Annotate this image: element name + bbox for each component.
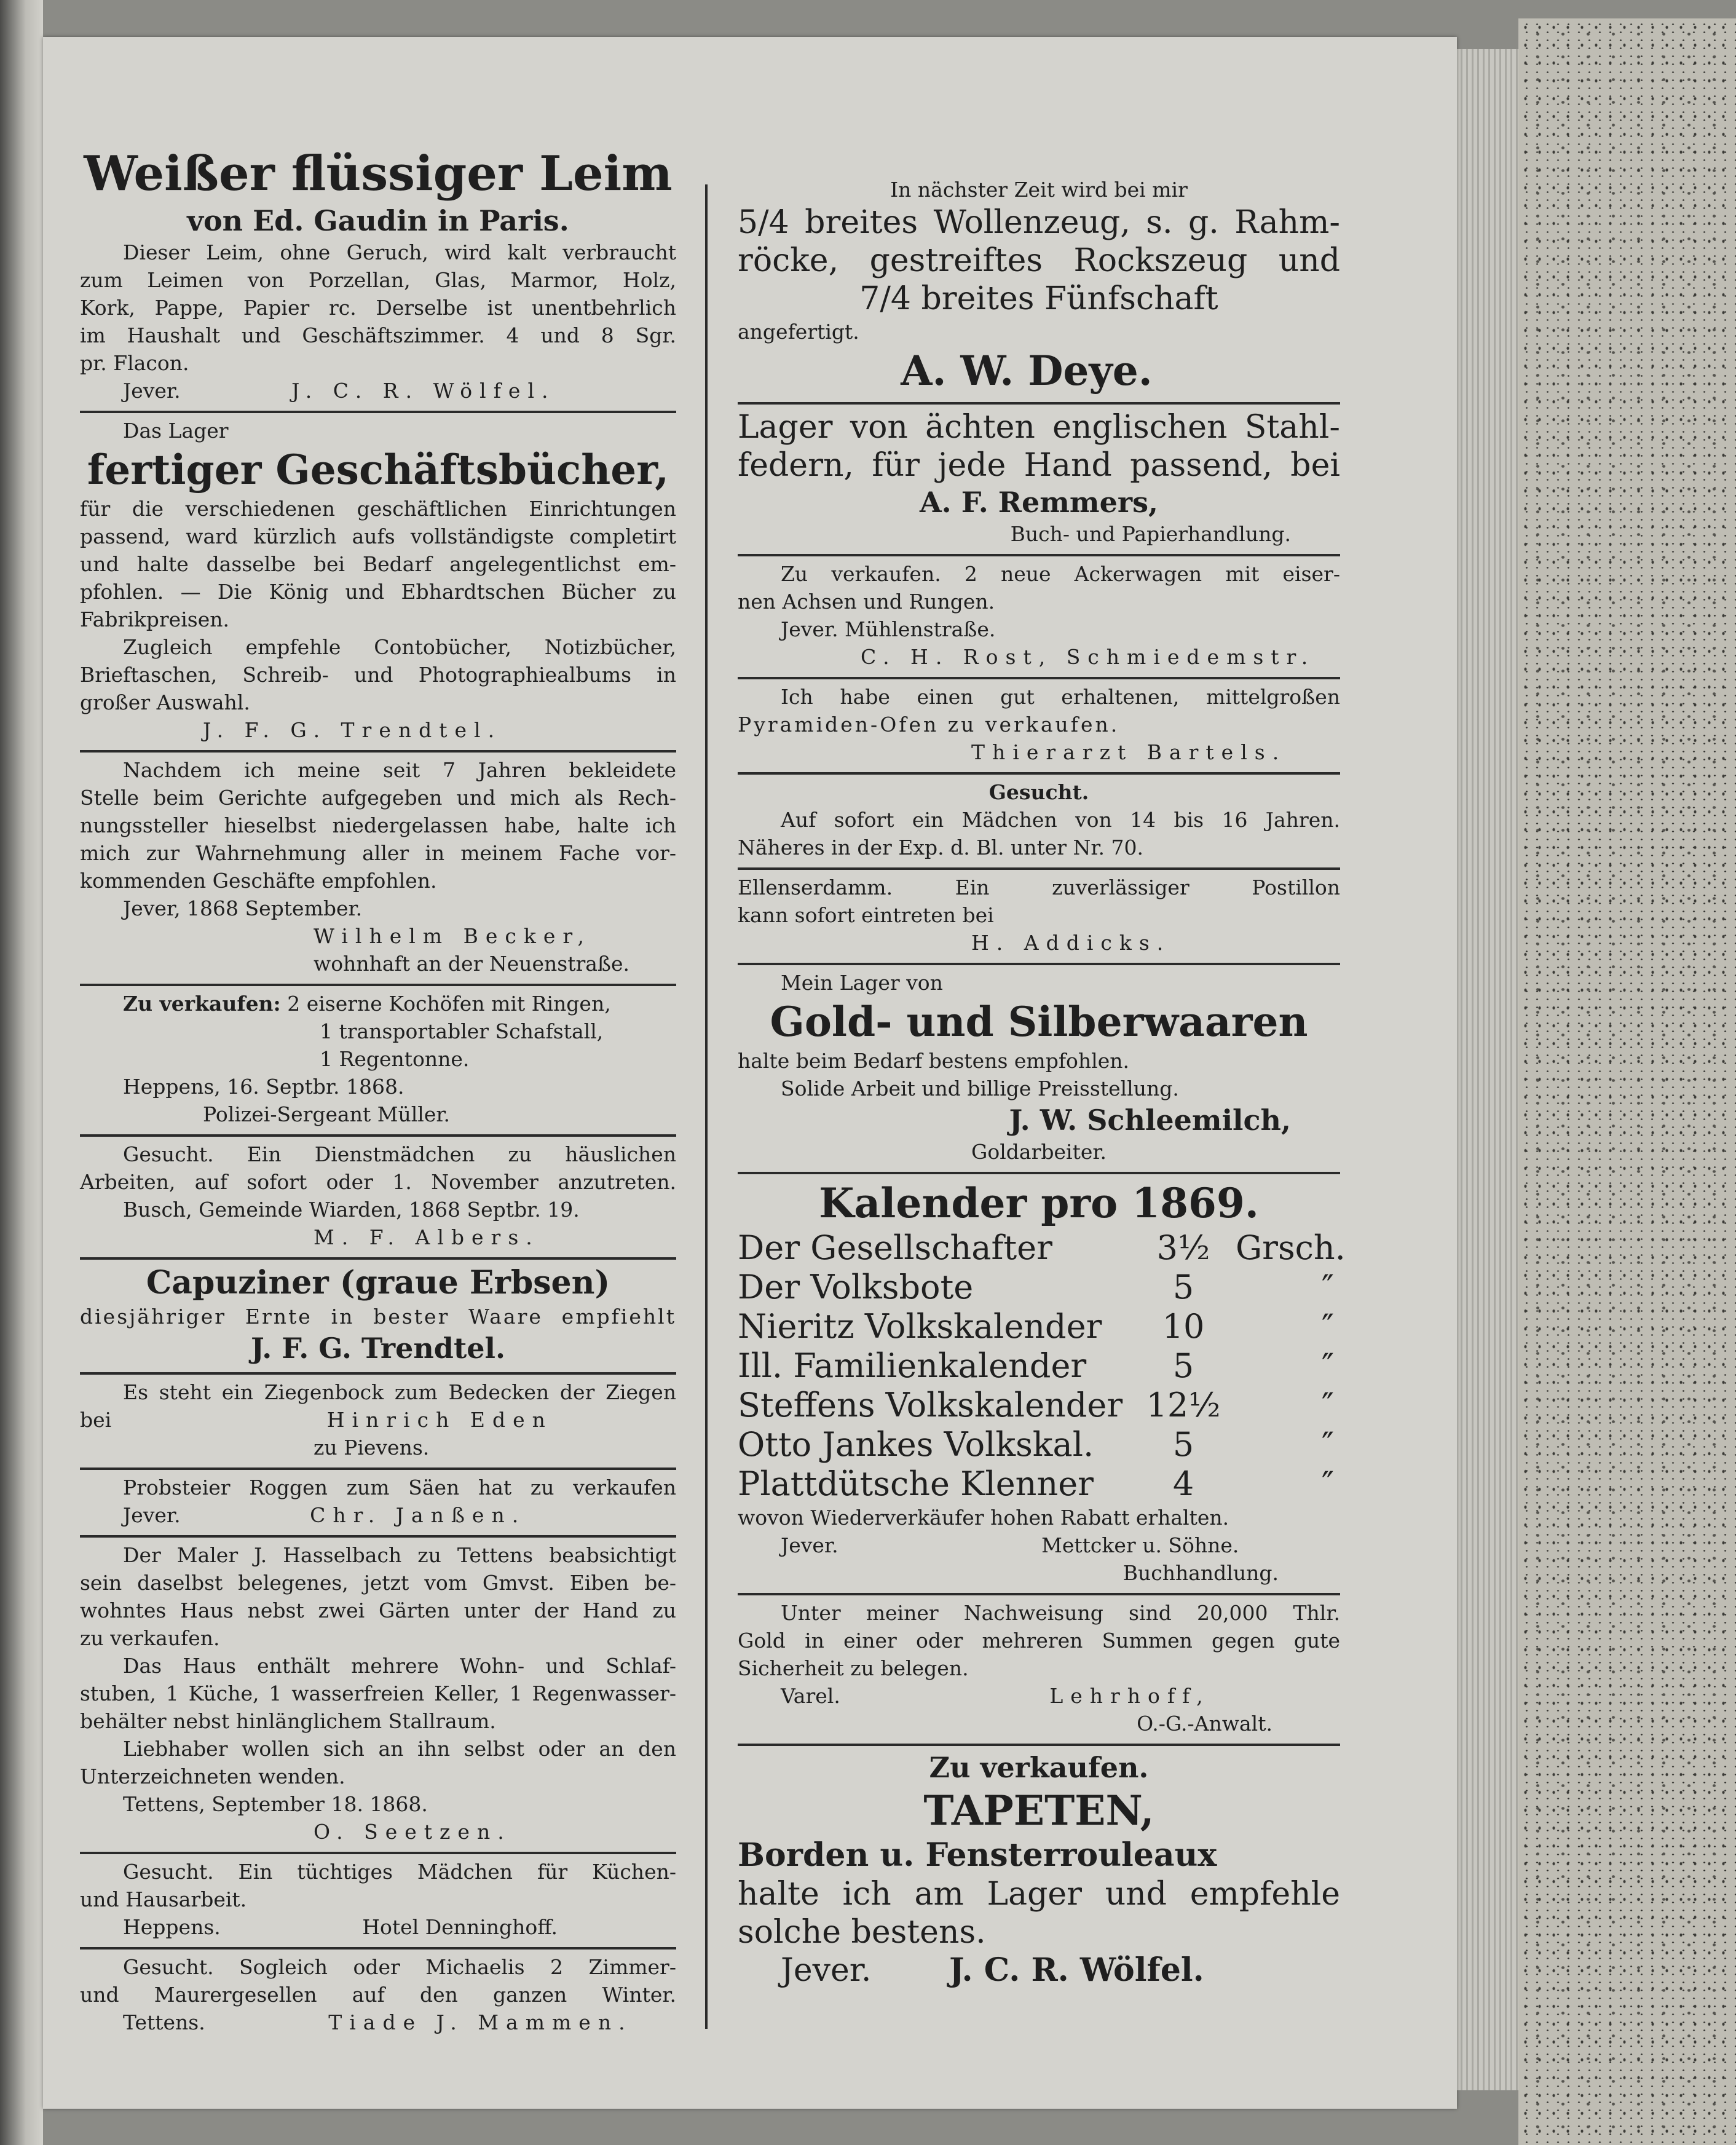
ad-signature: J. C. R. Wölfel.: [291, 379, 556, 403]
ad-signature: Hotel Denninghoff.: [362, 1915, 558, 1939]
ad-signature: Hinrich Eden: [326, 1408, 553, 1432]
ad-item: 2 eiserne Kochöfen mit Ringen,: [287, 992, 611, 1016]
ad-intro: Das Lager: [123, 419, 229, 443]
ad-text: Der Maler J. Hasselbach zu Tettens beabsichtigt: [123, 1543, 676, 1567]
ad-text: nen Achsen und Rungen.: [738, 590, 995, 614]
ad-maedchen: [738, 775, 1340, 870]
calendar-price: 5: [1172, 1268, 1194, 1306]
ad-signature: Thierarzt Bartels.: [971, 740, 1287, 764]
ad-text: Jever. Mühlenstraße.: [781, 617, 996, 641]
ad-heading: Gesucht.: [988, 780, 1089, 804]
ad-place: Jever.: [781, 1952, 872, 1989]
ad-text: 5/4 breites Wollenzeug, s. g. Rahm-: [738, 204, 1340, 241]
ad-text: Liebhaber wollen sich an ihn selbst oder an den: [123, 1737, 676, 1761]
ad-text: solche bestens.: [738, 1914, 986, 1951]
ad-title: fertiger Geschäftsbücher,: [87, 446, 669, 494]
ad-text: pr. Flacon.: [80, 351, 189, 375]
ad-text-row: [80, 1406, 676, 1434]
ad-text: Pyramiden-Ofen zu verkaufen.: [738, 713, 1120, 737]
ad-item-row: [80, 990, 676, 1017]
ad-text: behälter nebst hinlänglichem Stallraum.: [80, 1709, 496, 1733]
ad-roggen: [80, 1470, 676, 1538]
ad-text: Auf sofort ein Mädchen von 14 bis 16 Jahren.: [781, 808, 1340, 832]
ad-text: zum Leimen von Porzellan, Glas, Marmor, Holz,: [80, 268, 676, 292]
ad-text: Nachdem ich meine seit 7 Jahren bekleidete: [123, 758, 676, 782]
ad-text: halte beim Bedarf bestens empfohlen.: [738, 1049, 1129, 1073]
ad-signature: J. W. Schleemilch,: [1009, 1104, 1291, 1137]
ad-text: nungssteller hieselbst niedergelassen habe, halte ich: [80, 813, 676, 837]
ad-text: röcke, gestreiftes Rockszeug und: [738, 242, 1340, 279]
ad-text: Arbeiten, auf sofort oder 1. November anzutreten.: [80, 1170, 676, 1194]
ad-text: pfohlen. — Die König und Ebhardtschen Bücher zu: [80, 580, 676, 604]
ad-date: Jever, 1868 September.: [123, 896, 363, 920]
calendar-price: 3½: [1156, 1228, 1210, 1267]
ad-text: Fabrikpreisen.: [80, 607, 229, 631]
ad-place: Jever.: [123, 379, 181, 403]
ad-ziegenbock: [80, 1375, 676, 1470]
ad-signature: O. Seetzen.: [314, 1820, 511, 1844]
ad-heading: Zu verkaufen:: [123, 992, 281, 1016]
ad-text: bei: [80, 1408, 112, 1432]
ad-place: Jever.: [123, 1503, 181, 1527]
ad-text: diesjähriger Ernte in bester Waare empfiehlt: [80, 1305, 676, 1329]
ad-title: Capuziner (graue Erbsen): [146, 1264, 610, 1302]
calendar-name: Plattdütsche Klenner: [738, 1464, 1094, 1503]
calendar-name: Ill. Familienkalender: [738, 1346, 1087, 1385]
ad-text: Kork, Pappe, Papier rc. Derselbe ist unentbehrlich: [80, 296, 676, 320]
ad-signature-row: [80, 377, 676, 405]
calendar-unit: ″: [1321, 1346, 1334, 1385]
calendar-row: [738, 1307, 1340, 1346]
ad-place: Heppens.: [123, 1915, 221, 1939]
ad-text: stuben, 1 Küche, 1 wasserfreien Keller, 1 Regenwasser-: [80, 1681, 676, 1705]
ad-place: Tettens.: [123, 2010, 205, 2034]
ad-rost: [738, 556, 1340, 679]
ad-capuziner: [80, 1260, 676, 1375]
ad-signature-row: [80, 2009, 676, 2036]
page-edges: [1457, 49, 1518, 2090]
ad-signature-row: [80, 1913, 676, 1941]
ad-text: wovon Wiederverkäufer hohen Rabatt erhalten.: [738, 1506, 1229, 1530]
ad-tapeten: [738, 1746, 1340, 1996]
calendar-price: 12½: [1146, 1386, 1221, 1424]
ad-lehrhoff: [738, 1595, 1340, 1746]
ad-text: für die verschiedenen geschäftlichen Einrichtungen: [80, 497, 676, 521]
ad-signature: C. H. Rost, Schmiedemstr.: [861, 645, 1316, 669]
ad-becker: [80, 753, 676, 986]
ad-item: 1 Regentonne.: [320, 1047, 470, 1071]
ad-text: passend, ward kürzlich aufs vollständigste completirt: [80, 524, 676, 548]
ad-text: Gesucht. Ein tüchtiges Mädchen für Küchen-: [123, 1860, 676, 1884]
ad-text: und halte dasselbe bei Bedarf angelegentlichst em-: [80, 552, 676, 576]
calendar-unit: ″: [1321, 1464, 1334, 1503]
ad-text: kommenden Geschäfte empfohlen.: [80, 869, 437, 893]
ad-date: Tettens, September 18. 1868.: [123, 1792, 428, 1816]
calendar-name: Steffens Volkskalender: [738, 1386, 1123, 1424]
ad-signature-row: [738, 1951, 1340, 1989]
ad-signature-row: [738, 1531, 1340, 1559]
ad-text: Gold in einer oder mehreren Summen gegen gute: [738, 1629, 1340, 1653]
calendar-price: 5: [1172, 1346, 1194, 1385]
ad-text: und Maurergesellen auf den ganzen Winter.: [80, 1983, 676, 2007]
calendar-name: Otto Jankes Volkskal.: [738, 1425, 1094, 1464]
ad-text: sein daselbst belegenes, jetzt vom Gmvst. Eiben be-: [80, 1571, 676, 1595]
ad-text: wohntes Haus nebst zwei Gärten unter der Hand zu: [80, 1598, 676, 1622]
calendar-price: 5: [1172, 1425, 1194, 1464]
ad-hasselbach: [80, 1538, 676, 1854]
ad-signature: J. F. G. Trendtel.: [203, 718, 502, 742]
ad-item: 1 transportabler Schafstall,: [320, 1019, 604, 1043]
ad-signature-row: [738, 1682, 1340, 1710]
ad-intro: Mein Lager von: [781, 971, 943, 995]
ad-signature: A. F. Remmers,: [919, 486, 1159, 519]
calendar-row: [738, 1228, 1346, 1268]
calendar-name: Der Volksbote: [738, 1268, 974, 1306]
ad-sub: Goldarbeiter.: [971, 1140, 1107, 1164]
calendar-row: [738, 1268, 1340, 1307]
ad-text: Es steht ein Ziegenbock zum Bedecken der Ziegen: [123, 1380, 676, 1404]
ad-signature: Chr. Janßen.: [310, 1503, 526, 1527]
ad-signature: Lehrhoff,: [1049, 1684, 1210, 1708]
ad-address: wohnhaft an der Neuenstraße.: [314, 952, 629, 976]
ad-text: Brieftaschen, Schreib- und Photographiealbums in: [80, 663, 676, 687]
column-divider: [705, 184, 708, 2029]
ad-text: Näheres in der Exp. d. Bl. unter Nr. 70.: [738, 835, 1144, 859]
ad-text: Stelle beim Gerichte aufgegeben und mich als Rech-: [80, 786, 676, 810]
left-column: [80, 141, 676, 2042]
ad-deye: [738, 172, 1340, 405]
ad-text: mich zur Wahrnehmung aller in meinem Fache vor-: [80, 841, 676, 865]
ad-sub: Buch- und Papierhandlung.: [1010, 522, 1291, 546]
ad-schleemilch: [738, 965, 1340, 1174]
ad-text: Busch, Gemeinde Wiarden, 1868 Septbr. 19.: [123, 1198, 580, 1222]
calendar-row: [738, 1386, 1340, 1425]
ad-heading: Zu verkaufen.: [929, 1751, 1149, 1784]
ad-text: Borden u. Fensterrouleaux: [738, 1836, 1217, 1874]
book-gutter: [0, 0, 43, 2145]
speckled-board: [1518, 18, 1736, 2145]
ad-date: Heppens, 16. Septbr. 1868.: [123, 1075, 404, 1099]
ad-text: Unterzeichneten wenden.: [80, 1764, 345, 1788]
ad-text: Probsteier Roggen zum Säen hat zu verkaufen: [123, 1475, 676, 1499]
calendar-price: 4: [1172, 1464, 1194, 1503]
ad-text: Ich habe einen gut erhaltenen, mittelgroßen: [781, 685, 1340, 709]
ad-addicks: [738, 870, 1340, 965]
ad-signature: J. C. R. Wölfel.: [949, 1951, 1204, 1989]
ad-signature-row: [80, 1501, 676, 1529]
ad-text: Unter meiner Nachweisung sind 20,000 Thlr.: [781, 1601, 1340, 1625]
ad-text: Lager von ächten englischen Stahl-: [738, 409, 1340, 446]
ad-place: Varel.: [781, 1684, 840, 1708]
ad-leim: [80, 141, 676, 413]
ad-signature: Polizei-Sergeant Müller.: [203, 1102, 451, 1126]
ad-text: und Hausarbeit.: [80, 1887, 247, 1911]
ad-text: großer Auswahl.: [80, 690, 250, 714]
ad-signature: A. W. Deye.: [901, 347, 1153, 395]
calendar-row: [738, 1464, 1340, 1504]
ad-signature: H. Addicks.: [971, 931, 1171, 955]
ad-signature: Wilhelm Becker,: [314, 924, 591, 948]
calendar-row: [738, 1425, 1340, 1464]
ad-place: zu Pievens.: [314, 1436, 430, 1460]
ad-dienstmaedchen: [80, 1137, 676, 1260]
ad-signature: Mettcker u. Söhne.: [1041, 1533, 1239, 1557]
ad-text: halte ich am Lager und empfehle: [738, 1876, 1340, 1913]
ad-text: Gesucht. Ein Dienstmädchen zu häuslichen: [123, 1142, 676, 1166]
ad-kochoefen: [80, 986, 676, 1137]
ad-text: Gesucht. Sogleich oder Michaelis 2 Zimmer-: [123, 1955, 676, 1979]
ad-title: Weißer flüssiger Leim: [84, 146, 673, 202]
calendar-price: 10: [1162, 1307, 1205, 1346]
calendar-row: [738, 1346, 1340, 1386]
ad-title: Gold- und Silberwaaren: [770, 998, 1308, 1046]
ad-text: Zu verkaufen. 2 neue Ackerwagen mit eiser-: [781, 562, 1340, 586]
ad-text: Sicherheit zu belegen.: [738, 1656, 969, 1680]
ad-subtitle: von Ed. Gaudin in Paris.: [187, 204, 569, 237]
ad-bartels: [738, 679, 1340, 775]
calendar-name: Der Gesellschafter: [738, 1228, 1052, 1267]
calendar-unit: ″: [1321, 1268, 1334, 1306]
ad-denninghoff: [80, 1854, 676, 1949]
calendar-unit: Grsch.: [1236, 1228, 1346, 1267]
ad-sub: O.-G.-Anwalt.: [1137, 1712, 1272, 1736]
right-column: [738, 172, 1346, 1996]
ad-text: Ellenserdamm. Ein zuverlässiger Postillon: [738, 875, 1340, 899]
ad-text: Solide Arbeit und billige Preisstellung.: [781, 1076, 1179, 1100]
ad-intro: In nächster Zeit wird bei mir: [890, 178, 1188, 202]
ad-text: angefertigt.: [738, 320, 859, 344]
ad-geschaeftsbuecher: [80, 413, 676, 753]
ad-text: federn, für jede Hand passend, bei: [738, 447, 1340, 484]
ad-signature: M. F. Albers.: [314, 1225, 540, 1249]
ad-title: Kalender pro 1869.: [819, 1179, 1259, 1227]
calendar-unit: ″: [1321, 1425, 1334, 1464]
ad-remmers: [738, 405, 1340, 556]
ad-text: Das Haus enthält mehrere Wohn- und Schlaf-: [123, 1654, 676, 1678]
ad-signature: Tiade J. Mammen.: [328, 2010, 633, 2034]
ad-place: Jever.: [781, 1533, 838, 1557]
ad-sub: Buchhandlung.: [1122, 1561, 1279, 1585]
calendar-unit: ″: [1321, 1386, 1334, 1424]
ad-mammen: [80, 1949, 676, 2042]
ad-signature: J. F. G. Trendtel.: [251, 1332, 505, 1365]
calendar-unit: ″: [1321, 1307, 1334, 1346]
ad-title: TAPETEN,: [923, 1787, 1154, 1835]
ad-text: Zugleich empfehle Contobücher, Notizbücher,: [123, 635, 676, 659]
ad-text: im Haushalt und Geschäftszimmer. 4 und 8 Sgr.: [80, 323, 676, 347]
ad-kalender: [738, 1174, 1346, 1595]
calendar-name: Nieritz Volkskalender: [738, 1307, 1102, 1346]
ad-text: 7/4 breites Fünfschaft: [859, 280, 1218, 317]
ad-text: zu verkaufen.: [80, 1626, 220, 1650]
ad-text: Dieser Leim, ohne Geruch, wird kalt verbraucht: [123, 240, 676, 264]
ad-text: kann sofort eintreten bei: [738, 903, 994, 927]
